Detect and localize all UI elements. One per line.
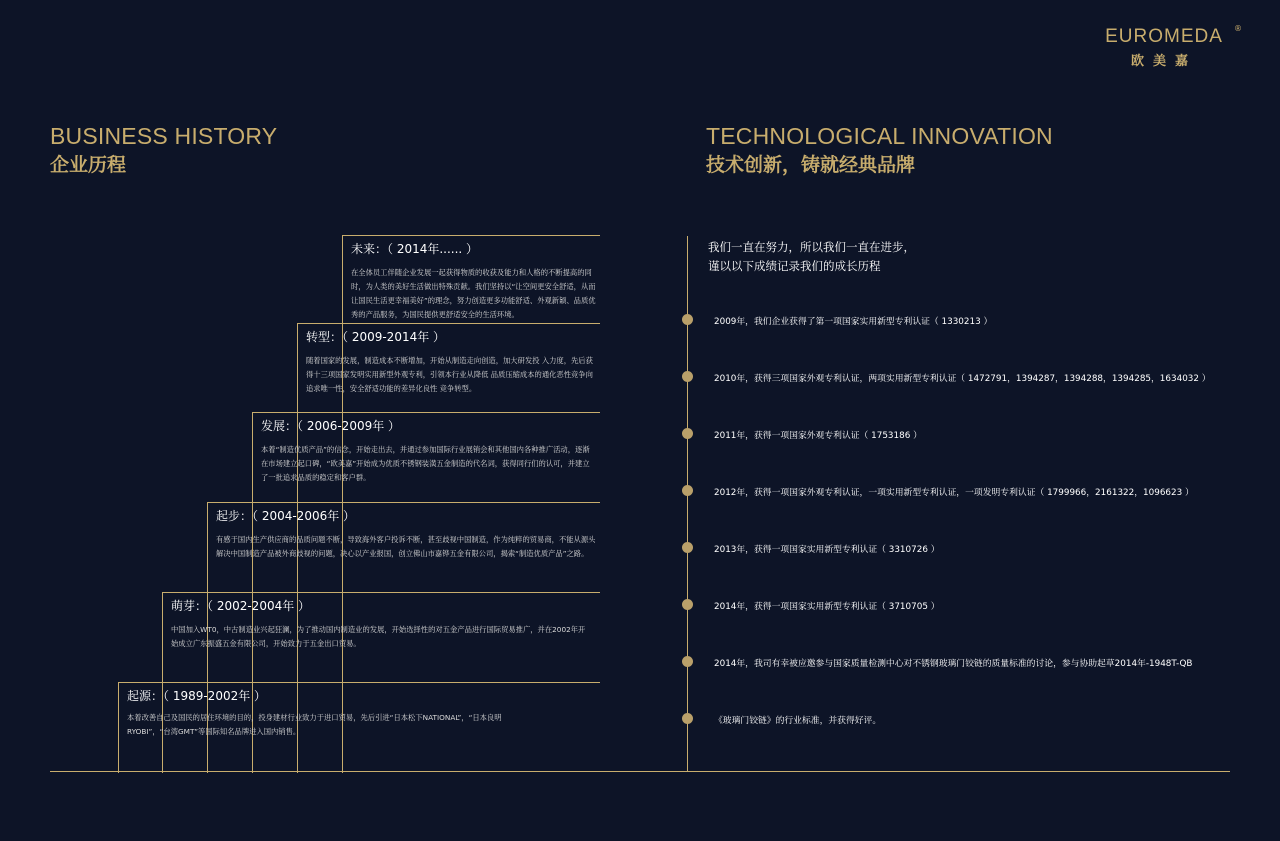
timeline-dot [682,599,693,610]
timeline-item: 2014年，获得一项国家实用新型专利认证（ 3710705 ） [714,602,940,612]
timeline-item: 2009年，我们企业获得了第一项国家实用新型专利认证（ 1330213 ） [714,317,993,327]
timeline-item: 《玻璃门铰链》的行业标准，并获得好评。 [714,716,882,726]
baseline-divider [50,771,1230,772]
history-step-title: 起源：（ 1989-2002年 ） [127,689,267,703]
brand-logo [1094,24,1242,69]
intro-line: 我们一直在努力，所以我们一直在进步， [708,240,915,254]
timeline-dot [682,542,693,553]
right-heading-cn: 技术创新，铸就经典品牌 [706,154,916,176]
timeline-item: 2011年，获得一项国家外观专利认证（ 1753186 ） [714,431,922,441]
timeline-dot [682,713,693,724]
timeline-dot [682,485,693,496]
logo-chinese-name: 欧美嘉 [1130,54,1197,69]
history-step-title: 转型：（ 2009-2014年 ） [306,330,446,344]
history-step-body: 随着国家的发展，制造成本不断增加，开始从制造走向创造，加大研发投 入力度，先后获得十三项国家发明实用新型外观专利，引领本行业从降低 品质压缩成本的通化恶性竞争向追求唯一性，安全舒适功能的差异化良性 竞争转型。 [306,356,593,393]
timeline-item: 2010年，获得三项国家外观专利认证，两项实用新型专利认证（ 1472791，1394287，1394288，1394285，1634032 ） [714,374,1211,384]
history-step-body: 本着“制造优质产品”的信念，开始走出去，并通过参加国际行业展销会和其他国内各种推广活动，逐渐在市场建立起口碑，“欧美嘉”开始成为优质不锈钢装潢五金制造的代名词，获得同行们的认可，并建立了一批追求品质的稳定和客户群。 [261,445,590,482]
history-step-body: 在全体员工伴随企业发展一起获得物质的收获及能力和人格的不断提高的同时，为人类的美好生活做出特殊贡献。我们坚持以“让空间更安全舒适，从而让国民生活更幸福美好”的理念，努力创造更多功能舒适、外观新颖、品质优秀的产品服务，为国民提供更舒适安全的生活环境。 [351,268,596,319]
history-step-title: 起步：（ 2004-2006年 ） [216,509,356,523]
timeline-item: 2014年，我司有幸被应邀参与国家质量检测中心对不锈钢玻璃门铰链的质量标准的讨论，参与协助起草2014年-1948T-QB [714,659,1193,669]
innovation-intro [708,238,915,276]
history-step-body: 中国加入WT0，中古制造业兴起狂澜，为了推动国内制造业的发展，开始选择性的对五金产品进行国际贸易推广，并在2002年开始成立广东振盛五金有限公司，开始致力于五金出口贸易。 [171,625,586,648]
left-heading-cn: 企业历程 [50,154,127,176]
logo-text: EUROMEDA [1105,26,1223,47]
right-heading-en: TECHNOLOGICAL INNOVATION [706,123,1053,149]
history-step-title: 萌芽：（ 2002-2004年 ） [171,599,311,613]
timeline-item: 2013年，获得一项国家实用新型专利认证（ 3310726 ） [714,545,940,555]
timeline-dot [682,371,693,382]
history-step-origin [118,682,600,773]
intro-line: 谨以以下成绩记录我们的成长历程 [708,259,881,273]
timeline-item: 2012年，获得一项国家外观专利认证，一项实用新型专利认证，一项发明专利认证（ 1799966，2161322，1096623 ） [714,488,1194,498]
logo-registered-mark: ® [1234,24,1242,33]
timeline-dot [682,656,693,667]
history-step-body: 本着改善自己及国民的居住环境的目的，投身建材行业致力于进口贸易，先后引进“日本松下NATIONAL”，“日本良明RYOBI”，“台湾GMT”等国际知名品牌进入国内销售。 [127,713,502,736]
history-step-title: 发展：（ 2006-2009年 ） [261,419,401,433]
timeline-dot [682,314,693,325]
history-step-title: 未来：（ 2014年...... ） [351,242,479,256]
left-heading-en: BUSINESS HISTORY [50,123,278,149]
history-step-body: 有感于国内生产供应商的品质问题不断，导致海外客户投诉不断，甚至歧视中国制造，作为纯粹的贸易商，不能从源头解决中国制造产品被外商歧视的问题，决心以产业报国，创立佛山市嘉铧五金有限公司，揭索“制造优质产品”之路。 [216,535,596,558]
timeline-dot [682,428,693,439]
